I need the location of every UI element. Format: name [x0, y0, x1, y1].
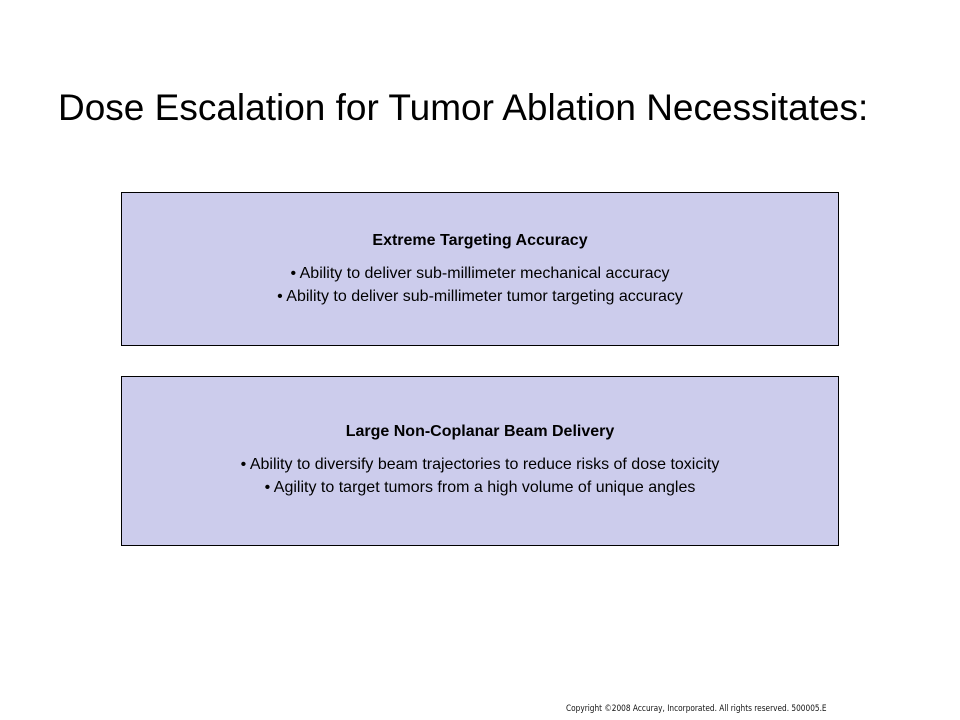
bullet-list — [122, 262, 838, 308]
beam-delivery-box — [121, 376, 839, 546]
bullet-item: • Ability to deliver sub-millimeter mechanical accuracy — [290, 265, 670, 282]
bullet-item: • Agility to target tumors from a high volume of unique angles — [264, 479, 696, 496]
targeting-accuracy-box — [121, 192, 839, 346]
copyright-footer: Copyright ©2008 Accuray, Incorporated. All rights reserved. 500005.E — [566, 704, 827, 714]
box-heading: Extreme Targeting Accuracy — [372, 232, 588, 249]
bullet-item: • Ability to deliver sub-millimeter tumor targeting accuracy — [277, 288, 683, 305]
box-heading: Large Non-Coplanar Beam Delivery — [345, 423, 615, 440]
bullet-item: • Ability to diversify beam trajectories to reduce risks of dose toxicity — [240, 456, 720, 473]
bullet-list — [122, 453, 838, 499]
slide-title: Dose Escalation for Tumor Ablation Necessitates: — [58, 87, 869, 128]
